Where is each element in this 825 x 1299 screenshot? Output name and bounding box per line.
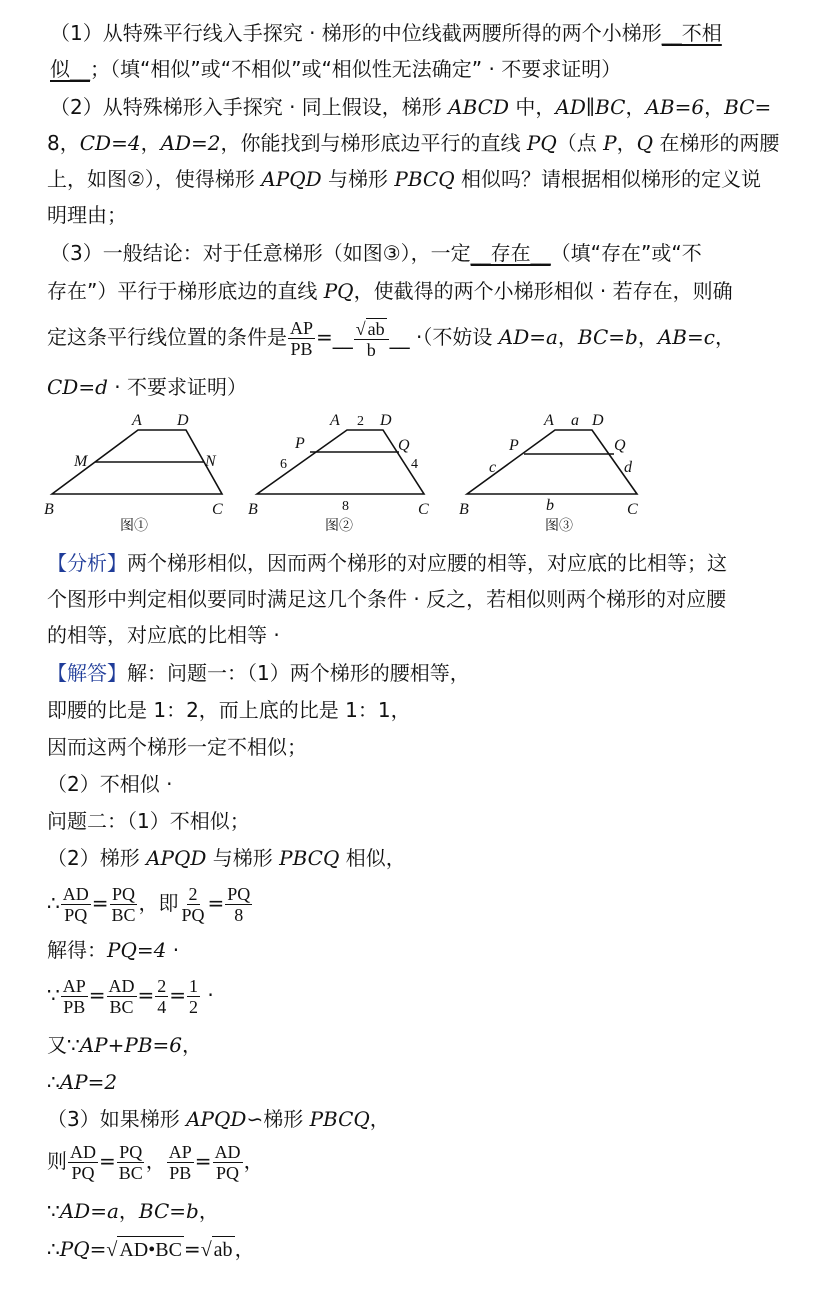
q2-math: PBCQ [394, 167, 455, 191]
fraction [68, 1142, 98, 1183]
figure-caption: 图② [325, 519, 353, 534]
equals: = [91, 891, 109, 915]
label-c: C [212, 501, 223, 518]
figures-row [0, 400, 825, 545]
solution-text: 因而这两个梯形一定不相似； [47, 735, 307, 759]
solution-math: PBCQ [279, 846, 340, 870]
numerator: PQ [119, 1142, 143, 1162]
equals: = [88, 983, 106, 1007]
q2-math: PQ [526, 131, 557, 155]
figure-3-trapezoid [459, 412, 638, 534]
q3-text: ，使截得的两个小梯形相似 · 若存在，则确 [353, 279, 733, 303]
q2-text: （2）从特殊梯形入手探究 · 同上假设，梯形 [50, 95, 449, 119]
solution-line12 [47, 1106, 390, 1132]
denominator: BC [111, 905, 136, 925]
analysis-text: 个图形中判定相似要同时满足这几个条件 · 反之，若相似则两个梯形的对应腰 [47, 587, 727, 611]
label-n: N [205, 453, 216, 470]
q3-line2 [47, 278, 733, 304]
solution-line3 [47, 734, 307, 760]
q2-text: ，你能找到与梯形底边平行的直线 [220, 131, 527, 155]
q3-text: ， [714, 325, 735, 349]
denominator: PQ [216, 1163, 240, 1183]
q1-line1 [50, 20, 722, 46]
q3-text: ， [557, 325, 578, 349]
figure-caption: 图③ [545, 519, 573, 534]
denominator: PB [290, 339, 313, 359]
solution-text: 解得： [47, 938, 107, 962]
equals: = [183, 1237, 201, 1261]
solution-line1 [47, 660, 470, 686]
label-d: D [380, 412, 392, 429]
q3-text: （3）一般结论：对于任意梯形（如图③），一定 [50, 241, 471, 265]
q2-text: 8 [47, 131, 60, 155]
analysis-line3 [47, 622, 280, 648]
q1-answer-blank-2: 似__ [50, 57, 90, 81]
q2-text: ， [625, 95, 646, 119]
therefore-symbol: ∴ [47, 891, 60, 915]
q2-math: ABCD [448, 95, 510, 119]
label-top-length: 2 [357, 414, 364, 429]
solution-math: APQD [186, 1107, 247, 1131]
label-c: C [627, 501, 638, 518]
q2-line3 [47, 166, 761, 192]
equals: = [194, 1149, 212, 1173]
q3-line1 [50, 240, 702, 266]
numerator: AD [108, 976, 135, 996]
sqrt-symbol: √ [200, 1239, 212, 1261]
solution-text: （3）如果梯形 [47, 1107, 187, 1131]
denominator: PQ [181, 905, 205, 925]
solution-text: ， [243, 1149, 264, 1173]
label-c: C [418, 501, 429, 518]
equals: = [207, 891, 225, 915]
denominator: PQ [71, 1163, 95, 1183]
label-m: M [74, 453, 88, 470]
label-bottom-length: 8 [342, 499, 349, 514]
fraction [110, 884, 138, 925]
analysis-text: 的相等，对应底的比相等 · [47, 623, 280, 647]
fraction [167, 1142, 194, 1183]
numerator: AP [168, 1142, 192, 1162]
solution-text: 与梯形 [206, 846, 280, 870]
numerator: 1 [189, 976, 199, 996]
solution-text: ， [234, 1237, 255, 1261]
numerator: AD [214, 1142, 241, 1162]
solution-math: PQ= [59, 1237, 107, 1261]
q2-math: AB=6 [645, 95, 705, 119]
q2-math: AD=2 [160, 131, 221, 155]
because-symbol: ∵ [47, 983, 60, 1007]
fraction [117, 1142, 145, 1183]
label-q: Q [398, 437, 410, 454]
numerator: 2 [157, 976, 167, 996]
analysis-text: 两个梯形相似，因而两个梯形的对应腰的相等，对应底的比相等；这 [127, 551, 727, 575]
solution-text: 则 [47, 1149, 67, 1173]
figure-2-trapezoid [248, 412, 429, 534]
label-d: D [177, 412, 189, 429]
q3-math: PQ [323, 279, 354, 303]
solution-line9 [47, 972, 214, 1018]
solution-text: ， [145, 1149, 166, 1173]
label-left-length: c [489, 459, 497, 476]
solution-line2 [47, 697, 411, 723]
q2-math: AD∥BC [555, 95, 626, 119]
sqrt-symbol: √ [106, 1239, 118, 1261]
fraction [61, 884, 91, 925]
solution-line10 [47, 1032, 202, 1058]
q2-text: 中， [509, 95, 556, 119]
label-q: Q [614, 437, 626, 454]
denominator: 2 [189, 997, 199, 1017]
q2-math: BC= [724, 95, 772, 119]
q2-text: 明理由； [47, 203, 127, 227]
q2-line4 [47, 202, 127, 228]
numerator: 2 [188, 884, 198, 904]
numerator: PQ [227, 884, 251, 904]
solution-math: AP=2 [59, 1070, 118, 1094]
q3-text: （填“存在”或“不 [550, 241, 702, 265]
q3-line4 [47, 374, 247, 400]
solution-math: PQ=4 [107, 938, 167, 962]
therefore-symbol: ∴ [47, 1070, 60, 1094]
q3-text: __ ·（不妨设 [389, 325, 499, 349]
label-left-length: 6 [280, 457, 287, 472]
label-a: A [544, 412, 554, 429]
solution-line4 [47, 771, 172, 797]
solution-text: 问题二：（1）不相似； [47, 809, 250, 833]
denominator: 4 [157, 997, 167, 1017]
label-b: B [459, 501, 469, 518]
q3-text: 定这条平行线位置的条件是 [47, 325, 287, 349]
label-p: P [295, 435, 305, 452]
radicand: AD•BC [117, 1236, 184, 1263]
equals: = [169, 983, 187, 1007]
denominator: BC [118, 1163, 143, 1183]
label-b: B [248, 501, 258, 518]
label-a: A [330, 412, 340, 429]
q3-line3 [47, 314, 735, 360]
solution-line11 [47, 1069, 117, 1095]
q2-math: CD=4 [79, 131, 141, 155]
q3-answer-blank: __存在__ [470, 241, 551, 265]
solution-math: BC=b [138, 1199, 199, 1223]
label-right-length: 4 [411, 457, 418, 472]
solution-math: PBCQ [309, 1107, 370, 1131]
numerator: AD [62, 884, 89, 904]
figure-1-trapezoid [44, 412, 223, 534]
solution-text: ，即 [138, 891, 179, 915]
solution-text: · [201, 983, 214, 1007]
solution-text: 解：问题一：（1）两个梯形的腰相等， [127, 661, 470, 685]
solution-line15 [47, 1236, 255, 1263]
q3-math: CD=d [47, 375, 108, 399]
q3-text: ， [637, 325, 658, 349]
fraction [180, 884, 207, 925]
figure-caption: 图① [120, 519, 148, 534]
numerator [354, 318, 389, 340]
radicand: ab [212, 1236, 235, 1263]
q2-text: 相似吗？请根据相似梯形的定义说 [454, 167, 761, 191]
radicand: ab [367, 318, 385, 339]
solution-text: 即腰的比是 1：2，而上底的比是 1：1， [47, 698, 411, 722]
solution-line8 [47, 937, 179, 963]
fraction-ap-pb [288, 318, 315, 359]
solution-math: AD=a [59, 1199, 119, 1223]
q2-text: ， [616, 131, 637, 155]
label-bottom-length: b [546, 497, 554, 514]
analysis-line1 [47, 550, 727, 576]
label-top-length: a [571, 412, 579, 429]
solution-text: 相似， [339, 846, 406, 870]
q3-math: BC=b [577, 325, 638, 349]
solution-text: · [166, 938, 180, 962]
q3-text: 存在”）平行于梯形底边的直线 [47, 279, 324, 303]
equals: = [99, 1149, 116, 1173]
q2-text: ， [704, 95, 725, 119]
numerator: PQ [112, 884, 136, 904]
q2-text: 在梯形的两腰 [652, 131, 780, 155]
fraction [213, 1142, 243, 1183]
q3-math: AD=a [498, 325, 558, 349]
solution-line7 [47, 880, 253, 926]
label-p: P [509, 437, 519, 454]
fraction [225, 884, 252, 925]
denominator: PB [63, 997, 86, 1017]
q2-math: P [603, 131, 617, 155]
q2-text: 上，如图②），使得梯形 [47, 167, 262, 191]
therefore-symbol: ∴ [47, 1237, 60, 1261]
q2-text: ， [140, 131, 161, 155]
q2-line1 [50, 94, 771, 120]
numerator: AD [70, 1142, 96, 1162]
solution-text: （2）梯形 [47, 846, 147, 870]
analysis-line2 [47, 586, 726, 612]
solution-math: APQD [146, 846, 207, 870]
denominator: BC [109, 997, 134, 1017]
q2-text: ， [59, 131, 80, 155]
solution-text: 又∵ [47, 1033, 80, 1057]
solution-tag: 【解答】 [47, 661, 127, 685]
q3-text: =__ [316, 325, 353, 349]
q3-math: AB=c [657, 325, 715, 349]
q2-line2 [47, 130, 779, 156]
denominator: 8 [234, 905, 244, 925]
solution-text: ， [182, 1033, 203, 1057]
solution-text: ， [198, 1199, 219, 1223]
q1-answer-blank: __不相 [661, 21, 722, 45]
q2-text: （点 [556, 131, 604, 155]
q2-math: APQD [261, 167, 322, 191]
label-a: A [132, 412, 142, 429]
denominator: PB [169, 1163, 192, 1183]
q1-text-b: ；（填“相似”或“不相似”或“相似性无法确定” · 不要求证明） [90, 57, 622, 81]
solution-line13 [47, 1138, 264, 1184]
fraction [61, 976, 88, 1017]
q2-text: 与梯形 [321, 167, 395, 191]
analysis-tag: 【分析】 [47, 551, 127, 575]
denominator: PQ [64, 905, 88, 925]
denominator: b [366, 339, 376, 360]
because-symbol: ∵ [47, 1199, 60, 1223]
fraction [107, 976, 137, 1017]
q1-text-a: （1）从特殊平行线入手探究 · 梯形的中位线截两腰所得的两个小梯形 [50, 21, 662, 45]
fraction [187, 976, 200, 1017]
solution-line14 [47, 1198, 219, 1224]
solution-text: ， [369, 1107, 390, 1131]
numerator: AP [62, 976, 86, 996]
sqrt-symbol: √ [355, 318, 366, 339]
fraction [155, 976, 168, 1017]
solution-text: ∽梯形 [246, 1107, 310, 1131]
fraction-sqrt-ab-b [354, 318, 389, 360]
solution-text: ， [118, 1199, 139, 1223]
solution-text: （2）不相似 · [47, 772, 173, 796]
q1-line2 [50, 56, 621, 82]
label-d: D [592, 412, 604, 429]
numerator: AP [290, 318, 314, 338]
solution-line5 [47, 808, 250, 834]
solution-line6 [47, 845, 406, 871]
q2-math: Q [636, 131, 653, 155]
q3-text: · 不要求证明） [107, 375, 247, 399]
solution-math: AP+PB=6 [79, 1033, 183, 1057]
label-b: B [44, 501, 54, 518]
label-right-length: d [624, 459, 632, 476]
equals: = [137, 983, 155, 1007]
